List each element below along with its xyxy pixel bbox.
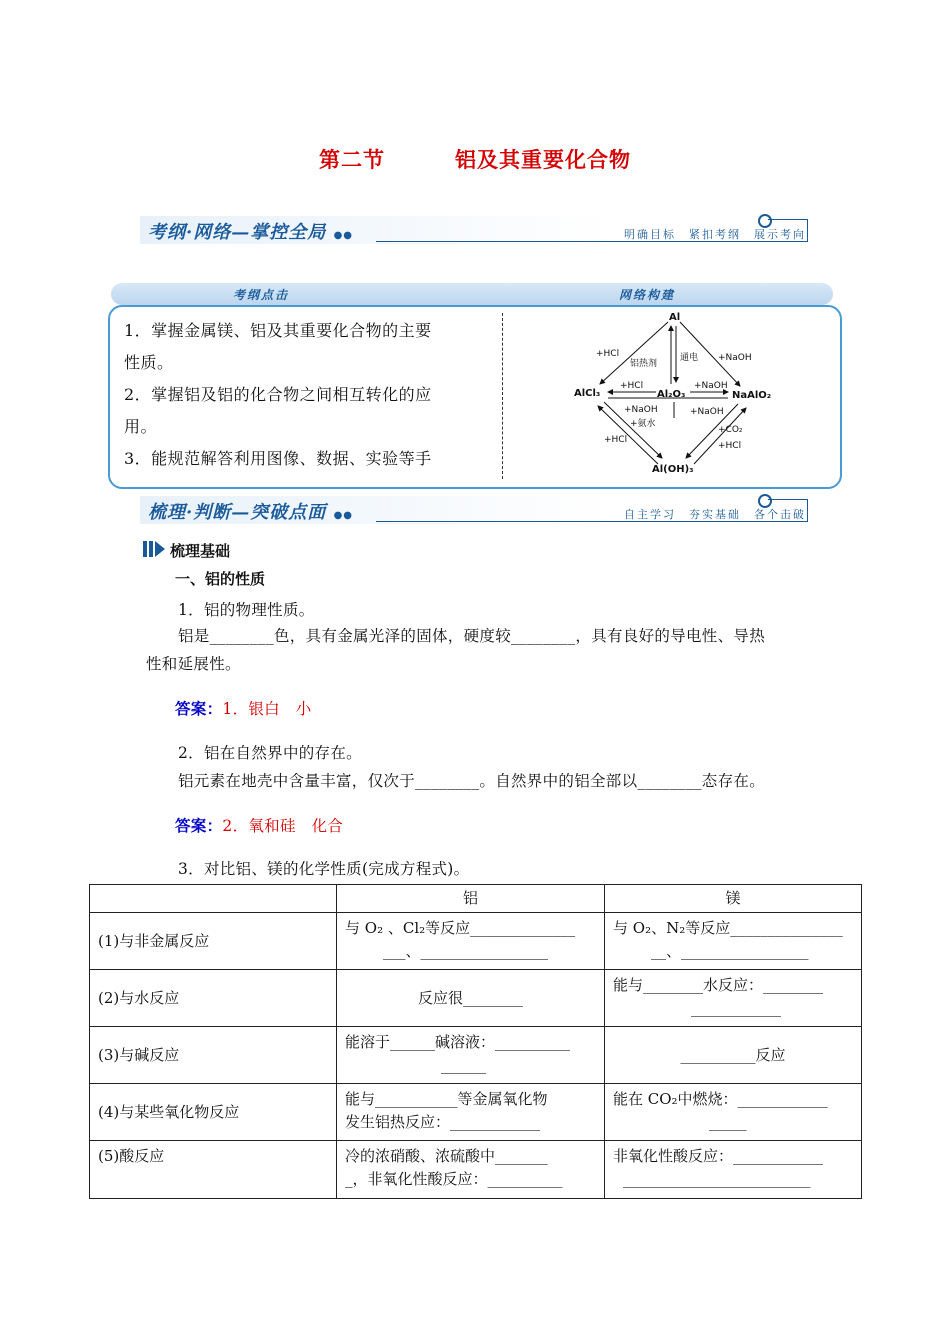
table-row bbox=[90, 970, 862, 1027]
al-cell: 反应很________ bbox=[337, 970, 605, 1027]
page-title bbox=[0, 144, 950, 174]
label-low-left-b: +氨水 bbox=[630, 419, 656, 429]
row-label: (1)与非金属反应 bbox=[90, 913, 337, 970]
label-top-left: +HCl bbox=[596, 349, 620, 359]
section-heading: 梳理基础 bbox=[170, 542, 231, 560]
label-electrolysis: 通电 bbox=[680, 353, 699, 363]
node-al2o3: Al₂O₃ bbox=[657, 389, 686, 400]
label-bottom-right-a: +CO₂ bbox=[718, 425, 743, 435]
goal-line: 性质。 bbox=[124, 353, 174, 372]
label-low-right-a: +NaOH bbox=[690, 407, 724, 417]
answer-value: 1．银白 小 bbox=[222, 700, 312, 718]
goal-line: 2．掌握铝及铝的化合物之间相互转化的应 bbox=[124, 385, 432, 404]
label-mid-left: +HCl bbox=[620, 381, 644, 391]
goal-line: 用。 bbox=[124, 417, 158, 436]
row-label: (5)酸反应 bbox=[90, 1141, 337, 1199]
al-cell: 与 O₂ 、Cl₂等反应______________ ___、_________________ bbox=[337, 913, 605, 970]
question-3-title: 3．对比铝、镁的化学性质(完成方程式)。 bbox=[178, 860, 470, 878]
question-2-line: 铝元素在地壳中含量丰富，仅次于________。自然界中的铝全部以________态存在。 bbox=[178, 772, 766, 790]
node-aloh3: Al(OH)₃ bbox=[652, 464, 694, 475]
mg-cell: 能在 CO₂中燃烧：____________ _____ bbox=[605, 1084, 862, 1141]
al-cell: 冷的浓硝酸、浓硫酸中_______ _，非氧化性酸反应：__________ bbox=[337, 1141, 605, 1199]
table-header bbox=[90, 885, 337, 913]
comparison-table bbox=[89, 884, 862, 1199]
answer-value: 2．氧和硅 化合 bbox=[222, 817, 344, 835]
banner-exam-outline: 考纲·网络—掌控全局 ●● 明确目标 紧扣考纲 展示考向 bbox=[140, 216, 812, 244]
table-header: 镁 bbox=[605, 885, 862, 913]
column-header-bar bbox=[111, 283, 833, 305]
banner-subtitle: 明确目标 紧扣考纲 展示考向 bbox=[624, 228, 806, 241]
mg-cell: 非氧化性酸反应：____________ _________________________ bbox=[605, 1141, 862, 1199]
table-row bbox=[90, 1027, 862, 1084]
al-cell: 能溶于______碱溶液：__________ ______ bbox=[337, 1027, 605, 1084]
banner-review: 梳理·判断—突破点面 ●● 自主学习 夯实基础 各个击破 bbox=[140, 496, 812, 524]
section-marker-icon bbox=[143, 539, 167, 563]
table-row bbox=[90, 913, 862, 970]
header-network: 网络构建 bbox=[619, 288, 676, 302]
label-mid-right: +NaOH bbox=[694, 381, 728, 391]
label-bottom-left: +HCl bbox=[604, 435, 628, 445]
table-row bbox=[90, 1141, 862, 1199]
subheading-aluminum-properties: 一、铝的性质 bbox=[175, 570, 266, 588]
question-1-line2: 性和延展性。 bbox=[146, 655, 241, 673]
question-1-line1: 铝是________色，具有金属光泽的固体，硬度较________，具有良好的导电性、导热 bbox=[178, 627, 766, 645]
goal-line: 3．能规范解答利用图像、数据、实验等手 bbox=[124, 449, 432, 468]
row-label: (2)与水反应 bbox=[90, 970, 337, 1027]
node-naalo2: NaAlO₂ bbox=[732, 390, 772, 401]
table-header-row bbox=[90, 885, 862, 913]
aluminum-conversion-diagram bbox=[568, 308, 788, 478]
header-exam-points: 考纲点击 bbox=[233, 288, 290, 302]
banner-subtitle: 自主学习 夯实基础 各个击破 bbox=[624, 508, 806, 521]
answer-label: 答案： bbox=[175, 817, 223, 835]
mg-cell: 与 O₂、N₂等反应_______________ __、_________________ bbox=[605, 913, 862, 970]
title-section: 第二节 bbox=[319, 148, 385, 172]
answer-1 bbox=[175, 697, 312, 719]
mg-cell: 能与________水反应：________ ____________ bbox=[605, 970, 862, 1027]
label-thermite: 铝热剂 bbox=[630, 359, 658, 369]
row-label: (4)与某些氧化物反应 bbox=[90, 1084, 337, 1141]
label-top-right: +NaOH bbox=[718, 353, 752, 363]
table-row bbox=[90, 1084, 862, 1141]
al-cell: 能与___________等金属氧化物 发生铝热反应：____________ bbox=[337, 1084, 605, 1141]
answer-label: 答案： bbox=[175, 700, 223, 718]
answer-2 bbox=[175, 814, 343, 836]
banner-title: 梳理·判断—突破点面 bbox=[148, 502, 327, 523]
question-2-title: 2．铝在自然界中的存在。 bbox=[178, 744, 362, 762]
banner-title: 考纲·网络—掌控全局 bbox=[148, 222, 327, 243]
goals-list bbox=[116, 313, 503, 479]
mg-cell: __________反应 bbox=[605, 1027, 862, 1084]
label-low-left-a: +NaOH bbox=[624, 405, 658, 415]
node-al: Al bbox=[669, 312, 681, 323]
title-topic: 铝及其重要化合物 bbox=[455, 148, 631, 172]
label-bottom-right-b: +HCl bbox=[718, 441, 742, 451]
node-alcl3: AlCl₃ bbox=[574, 388, 601, 399]
row-label: (3)与碱反应 bbox=[90, 1027, 337, 1084]
question-1-title: 1．铝的物理性质。 bbox=[178, 601, 315, 619]
table-header: 铝 bbox=[337, 885, 605, 913]
goal-line: 1．掌握金属镁、铝及其重要化合物的主要 bbox=[124, 321, 432, 340]
